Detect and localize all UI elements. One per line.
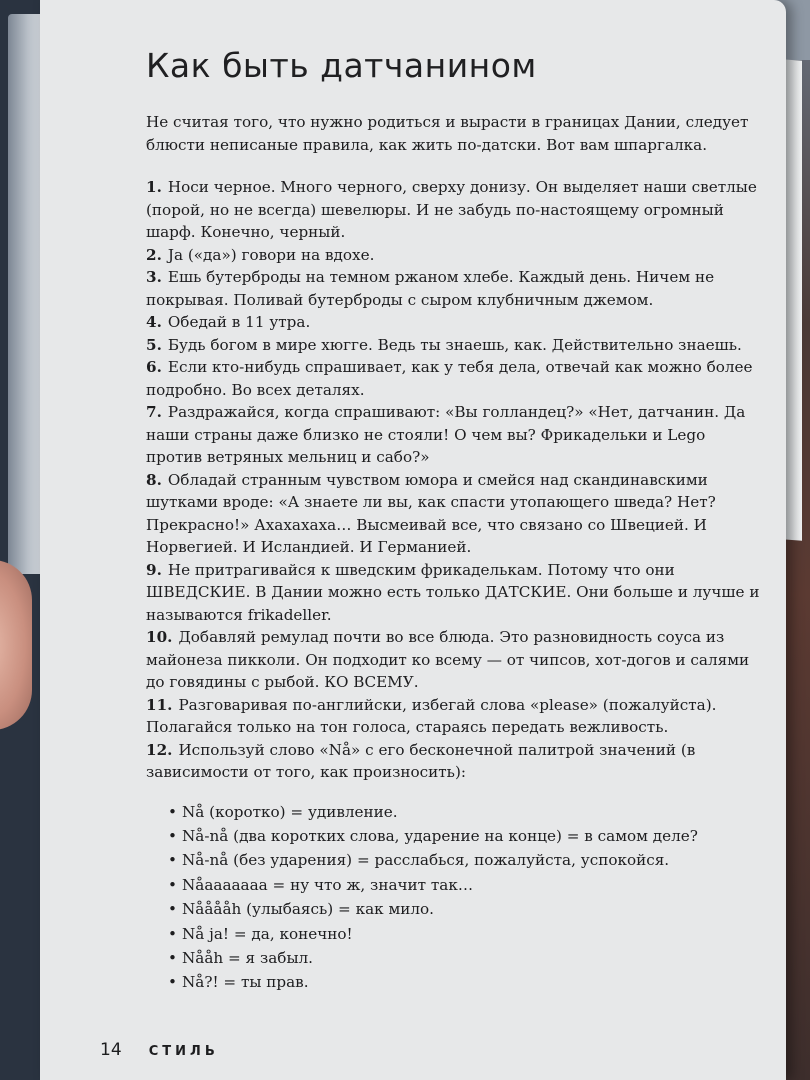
rule-text: Используй слово «Nå» с его бесконечной палитрой значений (в зависимости от того, как произносить): [146, 740, 696, 781]
rule-text: Обладай странным чувством юмора и смейся над скандинавскими шутками вроде: «А знаете ли вы, как спасти утопающего шведа? Нет? Прекрасно!» Ахахахаха… Высмеивай все, что связано со Швецией. И Норвегией. И Исландией. И Германией. [146, 470, 716, 556]
rule-item [146, 356, 766, 401]
rule-item [146, 739, 766, 784]
list-item: • Nåааааааа = ну что ж, значит так… [168, 873, 766, 897]
rule-item [146, 266, 766, 311]
rule-text: Раздражайся, когда спрашивают: «Вы голландец?» «Нет, датчанин. Да наши страны даже близко не стояли! О чем вы? Фрикадельки и Lego против ветряных мельниц и сабо?» [146, 403, 746, 466]
list-item: • Nå ja! = да, конечно! [168, 922, 766, 946]
rule-item [146, 626, 766, 694]
rule-number: 5. [146, 335, 162, 354]
rule-number: 11. [146, 695, 173, 714]
page-number: 14 [100, 1040, 122, 1060]
rule-text: Если кто-нибудь спрашивает, как у тебя дела, отвечай как можно более подробно. Во всех деталях. [146, 358, 753, 399]
rule-text: Ешь бутерброды на темном ржаном хлебе. Каждый день. Ничем не покрывая. Поливай бутерброды с сыром клубничным джемом. [146, 268, 715, 309]
holding-thumb [0, 560, 32, 730]
rules-list [146, 176, 766, 784]
rule-text: Ja («да») говори на вдохе. [167, 245, 375, 264]
rule-text: Носи черное. Много черного, сверху донизу. Он выделяет наши светлые (порой, но не всегда) шевелюры. И не забудь по-настоящему огромный шарф. Конечно, черный. [146, 178, 757, 241]
rule-number: 7. [146, 403, 162, 421]
rule-item [146, 176, 766, 244]
rule-item [146, 469, 766, 559]
rule-item [146, 311, 766, 334]
list-item: • Nå-nå (без ударения) = расслабься, пожалуйста, успокойся. [168, 848, 766, 872]
rule-text: Добавляй ремулад почти во все блюда. Это разновидность соуса из майонеза пикколи. Он подходит ко всему — от чипсов, хот-догов и салями до говядины с рыбой. КО ВСЕМУ. [146, 628, 750, 691]
intro-paragraph: Не считая того, что нужно родиться и вырасти в границах Дании, следует блюсти неписаные правила, как жить по-датски. Вот вам шпаргалка. [146, 113, 749, 154]
section-name: СТИЛЬ [148, 1044, 219, 1059]
rule-item [146, 694, 766, 739]
rule-number: 12. [146, 740, 173, 759]
list-item: • Nå (коротко) = удивление. [168, 800, 766, 824]
na-meanings-list [168, 800, 766, 995]
rule-number: 3. [146, 268, 162, 286]
page-footer [100, 1040, 219, 1060]
page-title: Как быть датчанином [146, 46, 537, 85]
rule-text: Будь богом в мире хюгге. Ведь ты знаешь, как. Действительно знаешь. [167, 335, 742, 354]
rule-number: 8. [146, 470, 162, 489]
rule-item [146, 559, 766, 627]
rule-text: Обедай в 11 утра. [167, 313, 311, 331]
list-item: • Nååh = я забыл. [168, 946, 766, 970]
list-item: • Nå-nå (два коротких слова, ударение на конце) = в самом деле? [168, 824, 766, 848]
rule-number: 2. [146, 245, 162, 264]
list-item: • Nå?! = ты прав. [168, 970, 766, 994]
rule-number: 6. [146, 358, 162, 376]
page-content [146, 46, 766, 995]
rule-item [146, 401, 766, 469]
list-item: • Nååååh (улыбаясь) = как мило. [168, 897, 766, 921]
rule-number: 4. [146, 313, 162, 331]
rule-number: 1. [146, 178, 162, 196]
rule-item [146, 244, 766, 267]
rule-number: 10. [146, 628, 173, 646]
rule-number: 9. [146, 560, 162, 579]
rule-item [146, 334, 766, 357]
rule-text: Не притрагивайся к шведским фрикаделькам. Потому что они ШВЕДСКИЕ. В Дании можно есть только ДАТСКИЕ. Они больше и лучше и называются frikadeller. [146, 560, 760, 624]
rule-text: Разговаривая по-английски, избегай слова «please» (пожалуйста). Полагайся только на тон голоса, стараясь передать вежливость. [146, 695, 717, 736]
